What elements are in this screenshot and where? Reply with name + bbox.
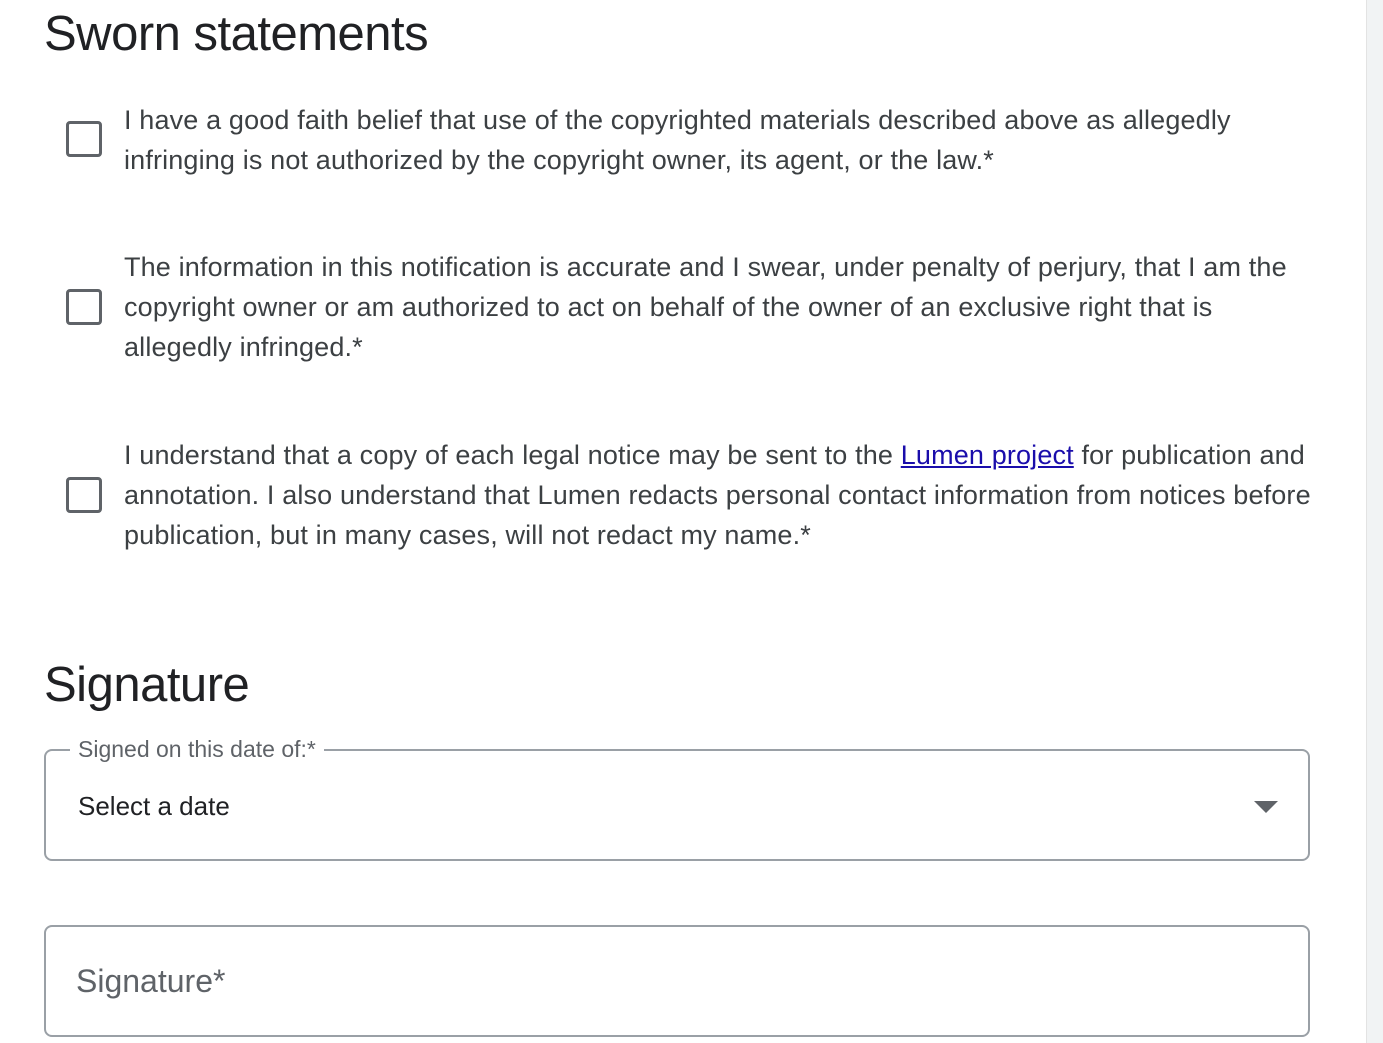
statement-3-checkbox[interactable] bbox=[66, 477, 102, 513]
date-select[interactable] bbox=[44, 736, 1310, 861]
date-select-value: Select a date bbox=[78, 791, 230, 821]
signature-input[interactable] bbox=[46, 927, 1308, 1035]
lumen-project-link[interactable]: Lumen project bbox=[900, 440, 1074, 470]
statement-3-text bbox=[124, 435, 1314, 555]
statement-2-checkbox[interactable] bbox=[66, 289, 102, 325]
signature-field bbox=[44, 925, 1310, 1037]
date-select-label: Signed on this date of:* bbox=[70, 734, 324, 764]
statement-3-text-after: for publication and annotation. I also understand that Lumen redacts personal contact information from notices before publication, but in many cases, will not redact my name.* bbox=[124, 440, 1311, 550]
statement-1-checkbox[interactable] bbox=[66, 121, 102, 157]
signature-heading: Signature bbox=[44, 658, 250, 712]
statement-2-text: The information in this notification is accurate and I swear, under penalty of perjury, that I am the copyright owner or am authorized to act on behalf of the owner of an exclusive right that is allegedly infringed.* bbox=[124, 252, 1287, 362]
statement-1-text: I have a good faith belief that use of the copyrighted materials described above as allegedly infringing is not authorized by the copyright owner, its agent, or the law.* bbox=[124, 105, 1231, 175]
chevron-down-icon bbox=[1254, 801, 1278, 813]
statement-3-text-before: I understand that a copy of each legal notice may be sent to the bbox=[124, 440, 894, 470]
sworn-statements-heading: Sworn statements bbox=[44, 7, 429, 61]
scrollbar-track[interactable] bbox=[1366, 0, 1383, 1043]
